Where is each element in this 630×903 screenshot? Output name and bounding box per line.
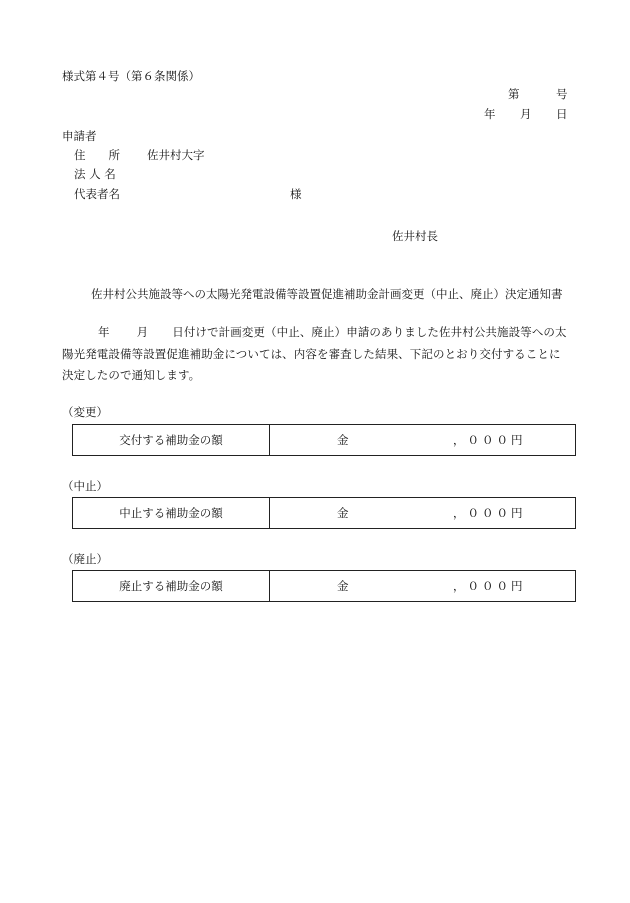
abolish-caption: （廃止）	[62, 552, 108, 566]
cancel-amount-table	[72, 497, 576, 529]
document-number-label: 第	[508, 87, 520, 101]
cancel-caption: （中止）	[62, 479, 108, 493]
change-amount-table	[72, 424, 576, 456]
change-amount-value: ，０００円	[453, 433, 526, 447]
document-title: 佐井村公共施設等への太陽光発電設備等設置促進補助金計画変更（中止、廃止）決定通知書	[91, 287, 563, 301]
honorific: 様	[290, 187, 302, 201]
address-label: 住 所	[74, 148, 120, 162]
document-number-suffix: 号	[556, 87, 568, 101]
abolish-amount-label: 廃止する補助金の額	[73, 571, 270, 601]
date-day: 日	[556, 107, 568, 121]
representative-label: 代表者名	[74, 187, 120, 201]
body-year: 年	[98, 325, 110, 339]
applicant-heading: 申請者	[62, 129, 97, 143]
change-amount-prefix: 金	[337, 433, 349, 447]
abolish-amount-value: ，０００円	[453, 579, 526, 593]
abolish-amount-table	[72, 570, 576, 602]
body-month: 月	[136, 325, 149, 339]
body-paragraph	[62, 322, 572, 387]
abolish-amount-prefix: 金	[337, 579, 349, 593]
address-value: 佐井村大字	[147, 148, 205, 162]
corporation-name-label: 法 人 名	[74, 167, 116, 181]
body-text: 日付けで計画変更（中止、廃止）申請のありました佐井村公共施設等への太陽光発電設備等設置促進補助金については、内容を審査した結果、下記のとおり交付することに決定したので通知します。	[62, 325, 567, 382]
change-caption: （変更）	[62, 405, 108, 419]
cancel-amount-value: ，０００円	[453, 506, 526, 520]
cancel-amount-prefix: 金	[337, 506, 349, 520]
date-month: 月	[520, 107, 532, 121]
form-number: 様式第４号（第６条関係）	[62, 69, 200, 83]
date-year: 年	[484, 107, 496, 121]
issuer: 佐井村長	[392, 229, 438, 243]
cancel-amount-label: 中止する補助金の額	[73, 498, 270, 528]
change-amount-label: 交付する補助金の額	[73, 425, 270, 455]
